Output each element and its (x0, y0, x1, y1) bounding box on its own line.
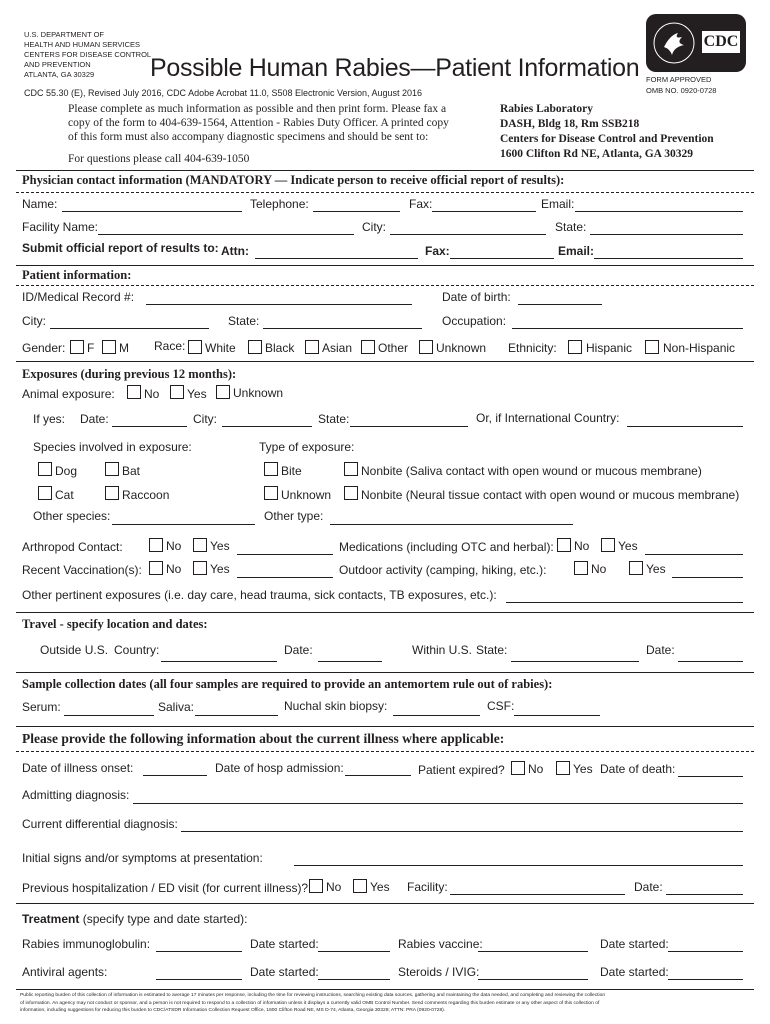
medications-yes-label: Yes (618, 539, 638, 553)
vaccine-date-field[interactable] (668, 951, 743, 952)
travel-date2-label: Date: (646, 643, 675, 657)
agency-line: CENTERS FOR DISEASE CONTROL (24, 50, 152, 59)
species-bat-checkbox[interactable] (105, 462, 119, 476)
state-label: State: (555, 220, 587, 234)
exposure-state-label: State: (318, 412, 350, 426)
within-us-label: Within U.S. (412, 643, 473, 657)
gender-label: Gender: (22, 341, 66, 355)
physician-heading: Physician contact information (MANDATORY — Indicate person to receive official report of results): (22, 173, 565, 187)
arthropod-no-label: No (166, 539, 182, 553)
facility-label: Facility Name: (22, 220, 99, 234)
nuchal-field[interactable] (393, 715, 480, 716)
burden-line: information, including suggestions for reducing this burden to CDC/ATSDR Information Collection Request Office, 1600 Clifton Road NE, MS D-74, Atlanta, Georgia 30329; ATTN: PRA (0920-0728). (20, 1008, 446, 1013)
id-label: ID/Medical Record #: (22, 290, 135, 304)
patient-city-label: City: (22, 314, 46, 328)
ethnicity-non-hispanic-checkbox[interactable] (645, 340, 659, 354)
onset-field[interactable] (143, 775, 207, 776)
saliva-label: Saliva: (158, 700, 195, 714)
other-type-field[interactable] (330, 524, 573, 525)
instruction-line: copy of the form to 404-639-1564, Attention - Rabies Duty Officer. A printed copy (68, 117, 449, 129)
differential-label: Current differential diagnosis: (22, 817, 178, 831)
type-nonbite-neural-checkbox[interactable] (344, 486, 358, 500)
gender-m-checkbox[interactable] (102, 340, 116, 354)
expired-no-label: No (528, 762, 544, 776)
steroids-date-label: Date started: (600, 965, 669, 979)
vaccination-field[interactable] (237, 577, 333, 578)
email-label: Email: (541, 197, 575, 211)
type-unknown-checkbox[interactable] (264, 486, 278, 500)
admitting-label: Admitting diagnosis: (22, 788, 130, 802)
vaccination-yes-checkbox[interactable] (193, 561, 207, 575)
species-label: Species involved in exposure: (33, 440, 192, 454)
hhs-eagle-icon (652, 21, 696, 65)
animal-yes-label: Yes (187, 387, 207, 401)
expired-label: Patient expired? (418, 763, 505, 777)
previous-no-checkbox[interactable] (309, 879, 323, 893)
animal-no-label: No (144, 387, 160, 401)
outdoor-yes-checkbox[interactable] (629, 561, 643, 575)
travel-state-label: State: (476, 643, 508, 657)
treatment-heading (22, 912, 247, 926)
arthropod-no-checkbox[interactable] (149, 538, 163, 552)
previous-date-label: Date: (634, 880, 663, 894)
rig-date-label: Date started: (250, 937, 319, 951)
fax-field[interactable] (432, 211, 536, 212)
fax2-label: Fax: (425, 244, 450, 258)
divider (16, 361, 754, 362)
travel-state-field[interactable] (511, 661, 639, 662)
race-unknown-label: Unknown (436, 341, 487, 355)
agency-line: HEALTH AND HUMAN SERVICES (24, 40, 140, 49)
serum-label: Serum: (22, 700, 61, 714)
agency-line: ATLANTA, GA 30329 (24, 70, 95, 79)
submit-report-label: Submit official report of results to: (22, 241, 219, 255)
intl-country-field[interactable] (627, 426, 743, 427)
ethnicity-label: Ethnicity: (508, 341, 557, 355)
antiviral-date-label: Date started: (250, 965, 319, 979)
divider (16, 726, 754, 727)
race-other-checkbox[interactable] (361, 340, 375, 354)
species-bat-label: Bat (122, 464, 141, 478)
antiviral-field[interactable] (156, 979, 242, 980)
name-field[interactable] (62, 211, 242, 212)
type-nonbite-saliva-label: Nonbite (Saliva contact with open wound or mucous membrane) (361, 464, 702, 478)
species-dog-label: Dog (55, 464, 78, 478)
species-dog-checkbox[interactable] (38, 462, 52, 476)
divider (16, 612, 754, 613)
type-nonbite-saliva-checkbox[interactable] (344, 462, 358, 476)
death-date-field[interactable] (678, 776, 743, 777)
previous-date-field[interactable] (666, 894, 743, 895)
other-species-label: Other species: (33, 509, 111, 523)
race-asian-checkbox[interactable] (305, 340, 319, 354)
city-field[interactable] (390, 234, 546, 235)
address-line: DASH, Bldg 18, Rm SSB218 (500, 118, 640, 130)
state-field[interactable] (590, 234, 743, 235)
form-approved: FORM APPROVED (646, 75, 712, 84)
outdoor-no-label: No (591, 562, 607, 576)
dob-field[interactable] (518, 304, 602, 305)
telephone-field[interactable] (313, 211, 400, 212)
exposure-state-field[interactable] (350, 426, 468, 427)
samples-heading: Sample collection dates (all four samples are required to provide an antemortem rule out of rabies): (22, 677, 553, 691)
race-other-label: Other (378, 341, 409, 355)
exposure-type-label: Type of exposure: (259, 440, 355, 454)
rig-field[interactable] (156, 951, 242, 952)
race-black-label: Black (265, 341, 295, 355)
exposure-date-label: Date: (80, 412, 109, 426)
hosp-admission-label: Date of hosp admission: (215, 761, 344, 775)
vaccination-yes-label: Yes (210, 562, 230, 576)
medications-yes-checkbox[interactable] (601, 538, 615, 552)
burden-line: Public reporting burden of this collection of information is estimated to average 17 minutes per response, including the time for reviewing instructions, searching existing data sources, gathering and maintaining the data needed, and completing and reviewing the collection (20, 993, 606, 998)
race-white-label: White (205, 341, 236, 355)
fax2-field[interactable] (450, 258, 554, 259)
arthropod-yes-checkbox[interactable] (193, 538, 207, 552)
race-unknown-checkbox[interactable] (419, 340, 433, 354)
type-bite-label: Bite (281, 464, 302, 478)
instruction-line: of this form must also accompany diagnostic specimens and should be sent to: (68, 131, 429, 143)
illness-heading: Please provide the following information about the current illness where applicable: (22, 731, 505, 746)
previous-yes-label: Yes (370, 880, 390, 894)
patient-state-label: State: (228, 314, 260, 328)
medications-field[interactable] (645, 554, 743, 555)
telephone-label: Telephone: (250, 197, 309, 211)
onset-label: Date of illness onset: (22, 761, 134, 775)
fax-label: Fax: (409, 197, 433, 211)
animal-yes-checkbox[interactable] (170, 385, 184, 399)
previous-no-label: No (326, 880, 342, 894)
exposure-city-label: City: (193, 412, 217, 426)
rig-label: Rabies immunoglobulin: (22, 937, 151, 951)
medications-no-label: No (574, 539, 590, 553)
burden-line: of information. An agency may not conduct or sponsor, and a person is not required to respond to a collection of information unless it displays a currently valid OMB Control Number. Send comments regarding this burden estimate or any other aspect of this collection of (20, 1000, 600, 1006)
ethnicity-hispanic-label: Hispanic (586, 341, 633, 355)
intl-country-label: Or, if International Country: (476, 411, 620, 425)
vaccination-label: Recent Vaccination(s): (22, 563, 142, 577)
medications-label: Medications (including OTC and herbal): (339, 540, 554, 554)
species-raccoon-checkbox[interactable] (105, 486, 119, 500)
divider (16, 265, 754, 266)
arthropod-field[interactable] (237, 554, 333, 555)
exposure-city-field[interactable] (222, 426, 312, 427)
saliva-field[interactable] (195, 715, 278, 716)
occupation-field[interactable] (512, 328, 743, 329)
expired-yes-checkbox[interactable] (556, 761, 570, 775)
expired-yes-label: Yes (573, 762, 593, 776)
form-title: Possible Human Rabies—Patient Information (150, 54, 640, 82)
patient-city-field[interactable] (50, 328, 209, 329)
steroids-date-field[interactable] (668, 979, 743, 980)
other-pertinent-field[interactable] (506, 602, 743, 603)
rig-date-field[interactable] (318, 951, 390, 952)
travel-date2-field[interactable] (678, 661, 743, 662)
address-line: 1600 Clifton Rd NE, Atlanta, GA 30329 (500, 148, 693, 160)
other-type-label: Other type: (264, 509, 324, 523)
address-line: Centers for Disease Control and Prevention (500, 133, 714, 145)
patient-state-field[interactable] (263, 328, 422, 329)
if-yes-label: If yes: (33, 412, 66, 426)
serum-field[interactable] (64, 715, 154, 716)
gender-f-label: F (87, 341, 95, 355)
attn-label: Attn: (221, 244, 249, 258)
csf-field[interactable] (514, 715, 600, 716)
email-field[interactable] (575, 211, 743, 212)
animal-unknown-checkbox[interactable] (216, 385, 230, 399)
type-bite-checkbox[interactable] (264, 462, 278, 476)
address-line: Rabies Laboratory (500, 103, 593, 115)
occupation-label: Occupation: (442, 314, 507, 328)
animal-exposure-label: Animal exposure: (22, 387, 115, 401)
steroids-field[interactable] (478, 979, 588, 980)
divider (16, 989, 754, 990)
travel-country-label: Country: (114, 643, 160, 657)
type-nonbite-neural-label: Nonbite (Neural tissue contact with open wound or mucous membrane) (361, 488, 740, 502)
divider (16, 170, 754, 171)
animal-unknown-label: Unknown (233, 386, 284, 400)
form-id: CDC 55.30 (E), Revised July 2016, CDC Adobe Acrobat 11.0, S508 Electronic Version, August 2016 (24, 88, 423, 98)
travel-country-field[interactable] (161, 661, 277, 662)
initial-signs-label: Initial signs and/or symptoms at presentation: (22, 851, 263, 865)
travel-heading: Travel - specify location and dates: (22, 617, 208, 631)
previous-facility-label: Facility: (407, 880, 448, 894)
expired-no-checkbox[interactable] (511, 761, 525, 775)
divider (16, 192, 754, 193)
instruction-line: Please complete as much information as possible and then print form. Please fax a (68, 103, 447, 115)
race-label: Race: (154, 339, 186, 353)
previous-yes-checkbox[interactable] (353, 879, 367, 893)
treatment-heading-bold: Treatment (22, 912, 80, 926)
nuchal-label: Nuchal skin biopsy: (284, 699, 388, 713)
email2-label: Email: (558, 244, 595, 258)
patient-heading: Patient information: (22, 268, 132, 282)
travel-date-field[interactable] (318, 661, 382, 662)
outdoor-label: Outdoor activity (camping, hiking, etc.): (339, 563, 547, 577)
attn-field[interactable] (255, 258, 418, 259)
hosp-admission-field[interactable] (345, 775, 411, 776)
agency-line: U.S. DEPARTMENT OF (24, 30, 105, 39)
species-raccoon-label: Raccoon (122, 488, 170, 502)
outdoor-field[interactable] (672, 577, 743, 578)
email2-field[interactable] (594, 258, 743, 259)
species-cat-label: Cat (55, 488, 74, 502)
dob-label: Date of birth: (442, 290, 511, 304)
csf-label: CSF: (487, 699, 515, 713)
differential-field[interactable] (181, 831, 743, 832)
divider (16, 285, 754, 286)
lab-address (500, 102, 714, 162)
race-black-checkbox[interactable] (248, 340, 262, 354)
outside-us-label: Outside U.S. (40, 643, 109, 657)
vaccination-no-checkbox[interactable] (149, 561, 163, 575)
outdoor-yes-label: Yes (646, 562, 666, 576)
vaccine-date-label: Date started: (600, 937, 669, 951)
omb-number: OMB NO. 0920-0728 (646, 86, 717, 95)
exposure-date-field[interactable] (112, 426, 187, 427)
arthropod-yes-label: Yes (210, 539, 230, 553)
previous-visit-label: Previous hospitalization / ED visit (for current illness)? (22, 881, 309, 895)
outdoor-no-checkbox[interactable] (574, 561, 588, 575)
burden-statement (20, 992, 605, 1015)
vaccine-label: Rabies vaccine: (398, 937, 483, 951)
death-date-label: Date of death: (600, 762, 676, 776)
gender-m-label: M (119, 341, 129, 355)
vaccination-no-label: No (166, 562, 182, 576)
exposures-heading: Exposures (during previous 12 months): (22, 367, 237, 381)
medications-no-checkbox[interactable] (557, 538, 571, 552)
divider (16, 751, 754, 752)
other-species-field[interactable] (112, 524, 255, 525)
type-unknown-label: Unknown (281, 488, 332, 502)
cdc-logo-text: CDC (702, 31, 740, 53)
instructions (68, 102, 449, 144)
race-white-checkbox[interactable] (188, 340, 202, 354)
agency-block (24, 30, 151, 80)
agency-line: AND PREVENTION (24, 60, 91, 69)
divider (16, 903, 754, 904)
ethnicity-non-hispanic-label: Non-Hispanic (663, 341, 736, 355)
admitting-field[interactable] (133, 803, 743, 804)
animal-no-checkbox[interactable] (127, 385, 141, 399)
name-label: Name: (22, 197, 58, 211)
initial-signs-field[interactable] (294, 865, 743, 866)
vaccine-field[interactable] (478, 951, 588, 952)
ethnicity-hispanic-checkbox[interactable] (568, 340, 582, 354)
travel-date-label: Date: (284, 643, 313, 657)
id-field[interactable] (146, 304, 412, 305)
divider (16, 672, 754, 673)
other-pertinent-label: Other pertinent exposures (i.e. day care, head trauma, sick contacts, TB exposures, etc.): (22, 588, 497, 602)
questions-phone: For questions please call 404-639-1050 (68, 153, 250, 165)
previous-facility-field[interactable] (450, 894, 625, 895)
cdc-logo (646, 14, 746, 72)
antiviral-label: Antiviral agents: (22, 965, 108, 979)
arthropod-label: Arthropod Contact: (22, 540, 123, 554)
city-label: City: (362, 220, 386, 234)
race-asian-label: Asian (322, 341, 353, 355)
treatment-heading-note: (specify type and date started): (79, 912, 248, 926)
steroids-label: Steroids / IVIG: (398, 965, 480, 979)
antiviral-date-field[interactable] (318, 979, 390, 980)
species-cat-checkbox[interactable] (38, 486, 52, 500)
gender-f-checkbox[interactable] (70, 340, 84, 354)
facility-field[interactable] (98, 234, 354, 235)
